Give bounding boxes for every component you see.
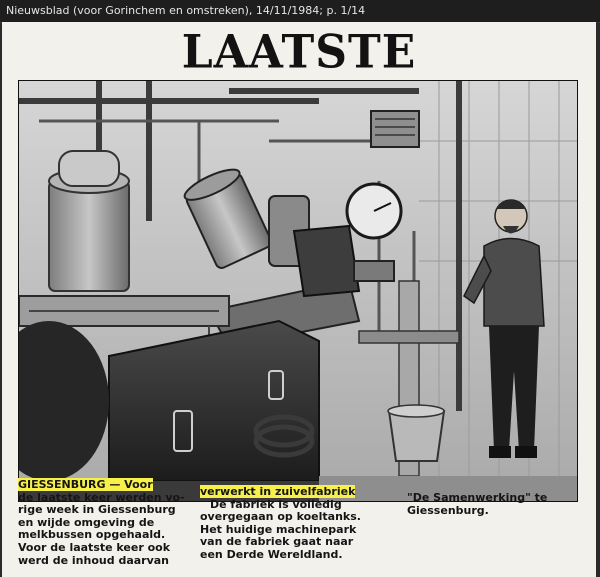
- window-titlebar: [0, 0, 600, 23]
- caption-line: Voor de laatste keer ook: [18, 540, 171, 554]
- caption-line: Het huidige machinepark: [200, 522, 357, 536]
- newspaper-clipping: [2, 22, 596, 577]
- caption-line: overgegaan op koeltanks.: [200, 510, 361, 524]
- caption-line: De fabriek is volledig: [210, 497, 342, 511]
- caption-line: rige week in Giessenburg: [18, 503, 176, 517]
- window-title: Nieuwsblad (voor Gorinchem en omstreken), 14/11/1984; p. 1/14: [6, 4, 366, 17]
- caption-line: werd de inhoud daarvan: [18, 553, 170, 567]
- caption-column-3: [407, 492, 582, 517]
- caption-line: melkbussen opgehaald.: [18, 528, 166, 542]
- caption-line: en wijde omgeving de: [18, 515, 155, 529]
- caption-column-2: [200, 486, 380, 562]
- factory-photo-illustration: [19, 81, 577, 501]
- caption-line: een Derde Wereldland.: [200, 547, 343, 561]
- caption-column-1: [18, 479, 198, 567]
- caption-continuation: verwerkt in zuivelfabriek: [200, 485, 356, 498]
- caption-line: Giessenburg.: [407, 503, 489, 517]
- article-headline: LAATSTE: [181, 25, 417, 79]
- caption-line: van de fabriek gaat naar: [200, 535, 354, 549]
- caption-line: de laatste keer werden vo-: [18, 490, 185, 504]
- caption-line: "De Samenwerking" te: [407, 491, 548, 504]
- article-photo: [18, 80, 578, 502]
- caption-lead: GIESSENBURG — Voor: [18, 478, 153, 491]
